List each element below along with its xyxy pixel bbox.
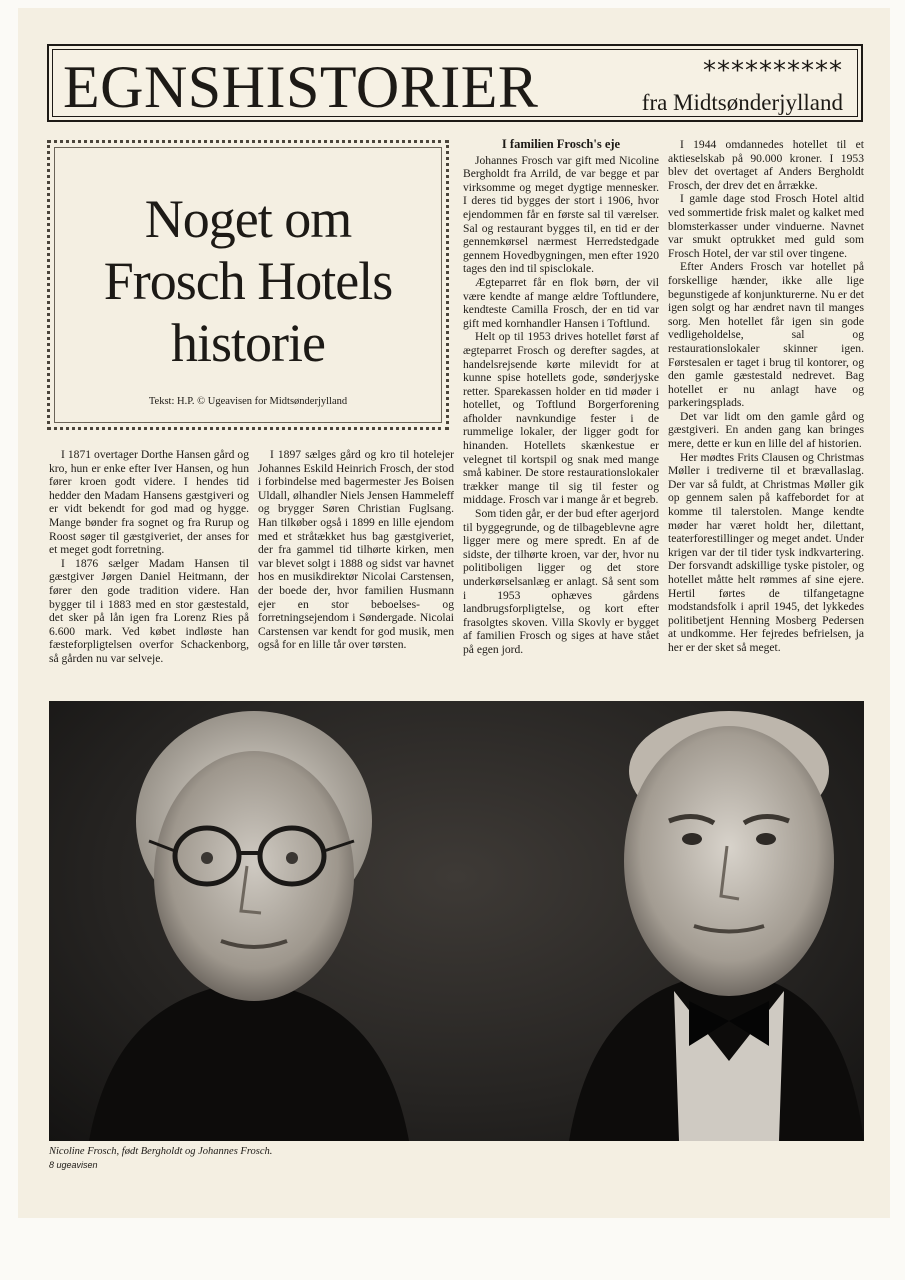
paragraph: I 1871 overtager Dorthe Hansen gård og kro, hun er enke efter Iver Hansen, og hun fører kroen godt videre. I hendes tid hedder den Madam Hansens gæstgiveri og er vidt bekendt for god mad og hygge. Mange bønder fra sognet og fra Rurup og Roost søger til gæstgiveriet, der anses for et meget godt forretning. — [49, 448, 249, 557]
masthead — [47, 44, 863, 122]
text-column-4 — [668, 138, 864, 696]
man-portrait — [569, 711, 864, 1141]
paragraph: Det var lidt om den gamle gård og gæstgiveri. En anden gang kan bringes mere, dette er kun en lille del af historien. — [668, 409, 864, 451]
paragraph: I 1897 sælges gård og kro til hotelejer Johannes Eskild Heinrich Frosch, der stod i forbindelse med bagermester Jes Boisen Uldall, ølhandler Niels Jensen Hammeleff og brygger Søren Christian Fuglsang. Han tilkøber også i 1899 en lille ejendom med et stråtækket hus bag gæstgiveriet, der fra gammel tid tilhørte kirken, men var blevet solgt i 1888 og sidst var havnet hos en musikdirektør Nicolai Carstensen, der boede der, hvor familien Husmann ejer en stor beboelses- og forretningsejendom i Søndergade. Nicolai Carstensen var kendt for god musik, men også for en lille tår over tørsten. — [258, 448, 454, 652]
masthead-stars: ********** — [703, 56, 843, 86]
headline-box-frame — [54, 147, 442, 423]
masthead-frame — [52, 49, 858, 120]
headline-box — [47, 140, 449, 430]
paragraph: Her mødtes Frits Clausen og Christmas Møller i trediverne til et brævallaslag. Der var så fuldt, at Christmas Møller gik op gennem salen på kaffebordet for at komme til talerstolen. Mange kendte møder har været holdt her, dilettant, teaterforestillinger og meget andet. Under krigen var der til tider tysk indkvartering. Der forsvandt adskillige tyske pistoler, og hotellet måtte helt rømmes af sine ejere. Hertil førtes de tilfangetagne modstandsfolk i april 1945, det lykkedes politibetjent Henning Mosberg Pedersen at undkomme. Her fejredes befrielsen, ja her er der sket så meget. — [668, 450, 864, 654]
text-column-2 — [258, 448, 454, 696]
byline: Tekst: H.P. © Ugeavisen for Midtsønderjylland — [148, 396, 348, 407]
article-headline — [55, 188, 441, 374]
portrait-photo-art — [49, 701, 864, 1141]
headline-line: Frosch Hotels — [103, 251, 393, 311]
column-heading: I familien Frosch's eje — [501, 138, 621, 151]
headline-line: historie — [171, 313, 325, 373]
paragraph: Helt op til 1953 drives hotellet først af ægteparret Frosch og derefter sagdes, at handelsrejsende kørte milevidt for at kunne spise hotellets gode, sønderjyske retter. Sparekassen holder en tid møder i hotellet, og Toftlund Borgerforening afholder navnkundige fester i de rummelige lokaler, der ligger godt for hinanden. Hotellets skænkestue er velegnet til kortspil og snak med mange små kabiner. De store restaurationslokaler trækker mange til sig til fester og middage. Frosch var i mange år et begreb. — [463, 330, 659, 507]
text-column-1 — [49, 448, 249, 696]
text-column-3 — [463, 138, 659, 696]
portrait-photo — [49, 701, 864, 1141]
paragraph: I 1944 omdannedes hotellet til et aktieselskab på 90.000 kroner. I 1953 blev det overtaget af Anders Bergholdt Frosch, der drev det en årrække. — [668, 138, 864, 192]
page-number-mark: 8 ugeavisen — [49, 1160, 98, 1170]
paragraph: I 1876 sælger Madam Hansen til gæstgiver Jørgen Daniel Heitmann, der fører den gode tradition videre. Han bygger til i 1883 med en stor gæstestald, det sker på lån igen fra Lorenz Ries på 6.600 mark. Ved købet indløste han fæsteforpligtelsen overfor Schackenborg, så gården nu var selveje. — [49, 556, 249, 665]
paragraph: Som tiden går, er der bud efter agerjord til byggegrunde, og de tilbageblevne agre ligger mere og mere spredt. En af de sidste, der tilhørte kroen, var der, hvor nu politiboligen ligger og det store underkørselsanlæg er anlagt. Så sent som i 1953 ophæves gårdens landbrugsforpligtelse, og kort efter frasolgtes skoven. Villa Skovly er bygget af familien Frosch og siges at have stået på egen jord. — [463, 507, 659, 656]
masthead-subtitle: fra Midtsønderjylland — [641, 90, 843, 115]
paragraph: Efter Anders Frosch var hotellet på forskellige hænder, ikke alle lige begunstigede af konjunkturerne. Nu er det igen solgt og har ændret navn til manges sorg. Men hotellet får igen sin gode vedligeholdelse, sal og restaurationslokaler skinner igen. Førstesalen er taget i brug til kontorer, og den gamle gæstestald nedrevet. Bag hotellet er nu anlagt have og parkeringsplads. — [668, 260, 864, 410]
paragraph: I gamle dage stod Frosch Hotel altid ved sommertide frisk malet og kalket med blomsterkasser under vinduerne. Navnet var smukt optrukket med guld som Frosch Hotel, der var stil over tingene. — [668, 192, 864, 260]
photo-caption: Nicoline Frosch, født Bergholdt og Johannes Frosch. — [49, 1146, 273, 1157]
paragraph: Johannes Frosch var gift med Nicoline Bergholdt fra Arrild, de var begge et par virksomme og meget dygtige mennesker. I deres tid bygges der stort i 1906, hvor ejendommen får en første sal til værelser. Sal og restaurant bygges til, en tid er der gennemkørsel nærmest Herredstedgade gennem Hovedbygningen, men efter 1920 tages den ind til spisclokale. — [463, 153, 659, 276]
headline-line: Noget om — [144, 189, 352, 249]
paragraph: Ægteparret får en flok børn, der vil være kendte af mange ældre Toftlundere, kendteste Camilla Frosch, der en tid var gift med kornhandler Hansen i Toftlund. — [463, 275, 659, 330]
masthead-title: EGNSHISTORIER — [63, 54, 539, 120]
woman-portrait — [89, 711, 409, 1141]
